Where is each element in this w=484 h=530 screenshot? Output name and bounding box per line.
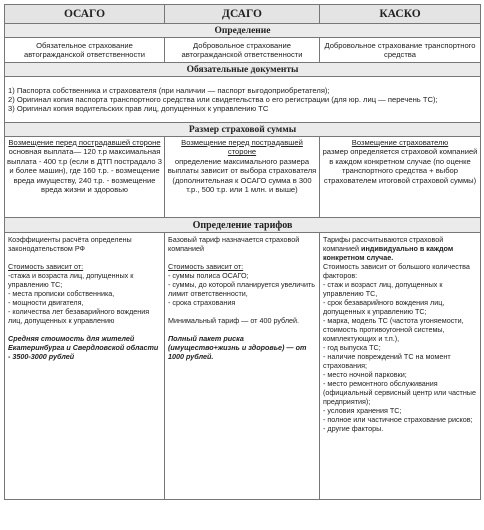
definition-osago: Обязательное страхование автогражданской ответственности bbox=[5, 38, 165, 63]
section-documents-title: Обязательные документы bbox=[5, 63, 481, 77]
documents-row bbox=[5, 77, 481, 123]
section-definition-row bbox=[5, 24, 481, 38]
list-item: - количества лет безаварийного вождения лиц, допущенных к управлению bbox=[8, 307, 150, 325]
sum-osago-text: основная выплата— 120 т.р максимальная выплата - 400 т.р (если в ДТП пострадало 3 и более машин), где 160 т.р. - возмещение вреда имуществу, 240 т.р. - возмещение вреда жизни и здоровью bbox=[7, 147, 162, 195]
sum-dsago-text: определение максимального размера выплаты зависит от выбора страхователя (дополнительная к ОСАГО сумма в 300 т.р., 500 т.р. или 1 млн. и выше) bbox=[167, 156, 317, 195]
sum-dsago bbox=[165, 137, 320, 218]
definition-row bbox=[5, 38, 481, 63]
list-item: - мощности двигателя, bbox=[8, 298, 84, 307]
tariffs-row bbox=[5, 233, 481, 500]
tariff-osago bbox=[5, 233, 165, 500]
sum-kasko-lead: Возмещение страхователю bbox=[351, 138, 449, 147]
section-tariffs-title: Определение тарифов bbox=[5, 218, 481, 233]
section-sum-row bbox=[5, 123, 481, 137]
tariff-kasko-depends: Стоимость зависит от большого количества факторов: bbox=[323, 262, 470, 280]
sum-kasko-text: размер определяется страховой компанией в каждом конкретном случае (по оценке транспортного средства + выбор страхователем итоговой страховой суммы) bbox=[322, 147, 478, 185]
tariff-osago-intro: Коэффициенты расчёта определены законодательством РФ bbox=[8, 235, 132, 253]
list-item: - место ночной парковки; bbox=[323, 370, 407, 379]
comparison-table-wrapper bbox=[4, 4, 480, 500]
tariff-dsago-full-package: Полный пакет риска (имущество+жизнь и здоровье) — от 1000 рублей. bbox=[168, 334, 307, 361]
tariff-osago-average-note: Средняя стоимость для жителей Екатеринбурга и Свердловской области - 3500-3000 рублей bbox=[8, 334, 159, 361]
sum-kasko bbox=[320, 137, 481, 218]
list-item: - другие факторы. bbox=[323, 424, 384, 433]
tariff-osago-factors bbox=[8, 271, 161, 325]
section-definition-title: Определение bbox=[5, 24, 481, 38]
section-sum-title: Размер страховой суммы bbox=[5, 123, 481, 137]
tariff-kasko-intro bbox=[323, 235, 477, 262]
tariff-dsago bbox=[165, 233, 320, 500]
list-item: - стаж и возраст лиц, допущенных к управлению ТС, bbox=[323, 280, 443, 298]
list-item: - наличие повреждений ТС на момент страхования; bbox=[323, 352, 451, 370]
document-item: 2) Оригинал копия паспорта транспортного средства или свидетельства о его регистрации (для юр. лиц — перечень ТС); bbox=[8, 94, 438, 104]
sum-osago-lead: Возмещение перед пострадавшей стороне bbox=[8, 138, 161, 147]
tariff-kasko-intro-text: Тарифы рассчитываются страховой компанией bbox=[323, 235, 444, 253]
tariff-dsago-factors bbox=[168, 271, 316, 307]
tariff-dsago-intro: Базовый тариф назначается страховой компанией bbox=[168, 235, 300, 253]
definition-dsago: Добровольное страхование автогражданской ответственности bbox=[165, 38, 320, 63]
header-row bbox=[5, 5, 481, 24]
tariff-kasko-intro-emphasis: индивидуально в каждом конкретном случае. bbox=[323, 244, 454, 262]
tariff-kasko bbox=[320, 233, 481, 500]
list-item: - срок безаварийного вождения лиц, допущенных к управлению ТС; bbox=[323, 298, 445, 316]
list-item: -стажа и возраста лиц, допущенных к управлению ТС; bbox=[8, 271, 134, 289]
tariff-dsago-minimum: Минимальный тариф — от 400 рублей. bbox=[168, 316, 300, 325]
list-item: - суммы полиса ОСАГО; bbox=[168, 271, 249, 280]
sum-row bbox=[5, 137, 481, 218]
insurance-comparison-table bbox=[4, 4, 481, 500]
list-item: - места прописки собственника, bbox=[8, 289, 115, 298]
document-item: 3) Оригинал копия водительских прав лиц, допущенных к управлению ТС bbox=[8, 104, 269, 114]
list-item: - марка, модель ТС (частота угоняемости, стоимость противоугонной системы, комплектующих и т.п.), bbox=[323, 316, 464, 343]
documents-list bbox=[5, 77, 481, 123]
sum-osago bbox=[5, 137, 165, 218]
list-item: - срока страхования bbox=[168, 298, 236, 307]
header-dsago: ДСАГО bbox=[165, 5, 320, 24]
sum-dsago-lead: Возмещение перед пострадавшей стороне bbox=[181, 138, 303, 157]
document-item: 1) Паспорта собственника и страхователя (при наличии — паспорт выгодоприобретателя); bbox=[8, 85, 330, 95]
list-item: - условия хранения ТС; bbox=[323, 406, 402, 415]
header-kasko: КАСКО bbox=[320, 5, 481, 24]
header-osago: ОСАГО bbox=[5, 5, 165, 24]
list-item: - суммы, до которой планируется увеличить лимит ответственности, bbox=[168, 280, 316, 298]
list-item: - год выпуска ТС; bbox=[323, 343, 381, 352]
section-tariffs-row bbox=[5, 218, 481, 233]
list-item: - место ремонтного обслуживания (официальный сервисный центр или частные предприятия); bbox=[323, 379, 476, 406]
tariff-osago-depends: Стоимость зависит от: bbox=[8, 262, 84, 271]
definition-kasko: Добровольное страхование транспортного средства bbox=[320, 38, 481, 63]
tariff-kasko-factors bbox=[323, 280, 477, 433]
section-documents-row bbox=[5, 63, 481, 77]
list-item: - полное или частичное страхование рисков; bbox=[323, 415, 473, 424]
tariff-dsago-depends: Стоимость зависит от: bbox=[168, 262, 244, 271]
